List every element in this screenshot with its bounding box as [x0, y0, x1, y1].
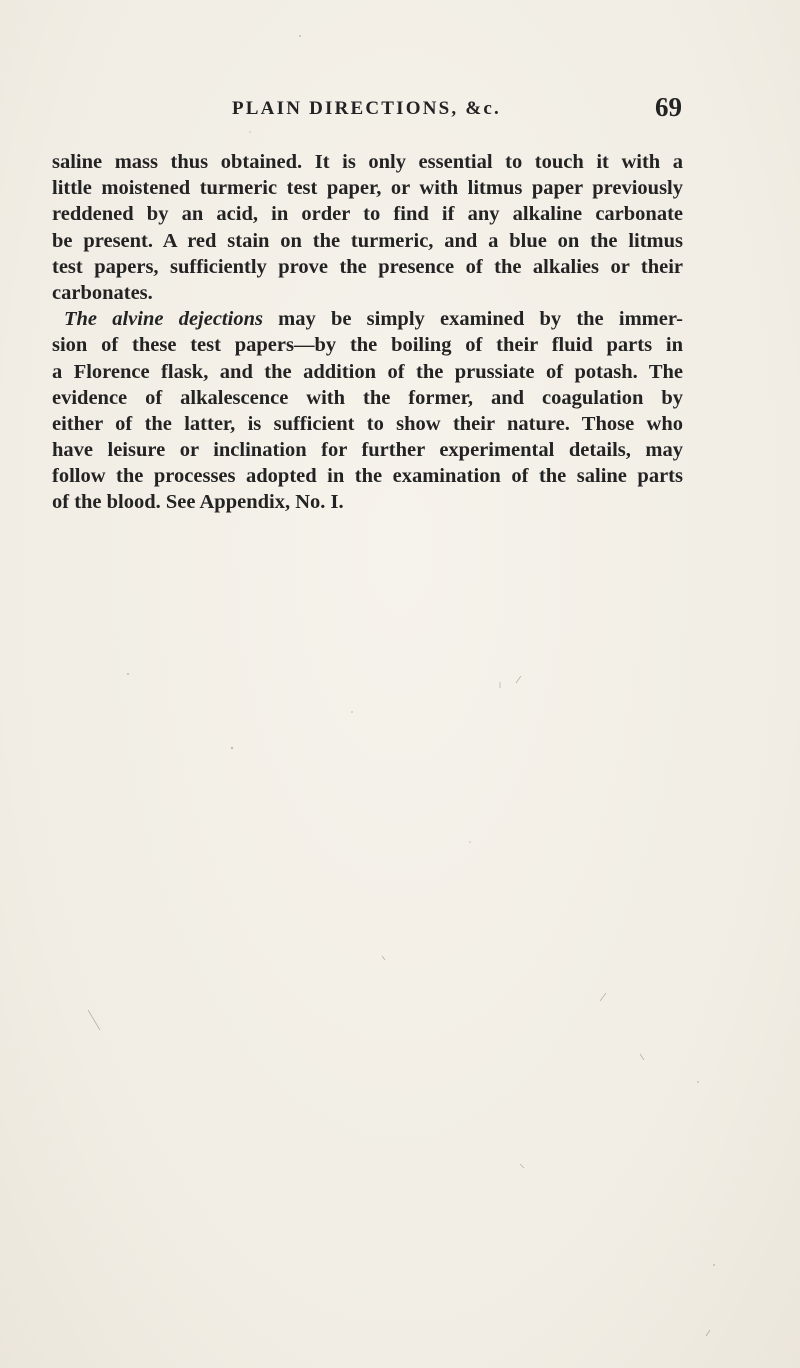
lead-rest: may be simply examined by the immer-	[262, 308, 683, 331]
text-line: reddened by an acid, in order to find if any alkaline carbonate	[52, 203, 683, 226]
text-line: test papers, sufficiently prove the presence of the alkalies or their	[52, 255, 683, 278]
text-line-lead	[52, 306, 683, 332]
paragraph-1	[52, 149, 683, 306]
text-line: follow the processes adopted in the examination of the saline parts	[52, 465, 683, 488]
text-line: evidence of alkalescence with the former, and coagulation by	[52, 386, 683, 409]
text-line: little moistened turmeric test paper, or with litmus paper previously	[52, 177, 683, 200]
page-number: 69	[655, 92, 682, 122]
text-line: either of the latter, is sufficient to show their nature. Those who	[52, 412, 683, 435]
text-line: carbonates.	[52, 281, 153, 304]
text-line: have leisure or inclination for further experimental details, may	[52, 439, 683, 462]
text-line: be present. A red stain on the turmeric, and a blue on the litmus	[52, 229, 683, 252]
body-text	[52, 149, 683, 516]
running-head	[52, 92, 682, 132]
italic-lead: The alvine dejections	[64, 308, 263, 331]
running-title: PLAIN DIRECTIONS, &c.	[232, 98, 501, 119]
text-line: sion of these test papers—by the boiling of their fluid parts in	[52, 334, 683, 357]
text-line: of the blood. See Appendix, No. I.	[52, 491, 344, 514]
text-line: saline mass thus obtained. It is only essential to touch it with a	[52, 151, 683, 173]
paragraph-2	[52, 306, 683, 516]
text-line: a Florence flask, and the addition of the prussiate of potash. The	[52, 360, 683, 383]
